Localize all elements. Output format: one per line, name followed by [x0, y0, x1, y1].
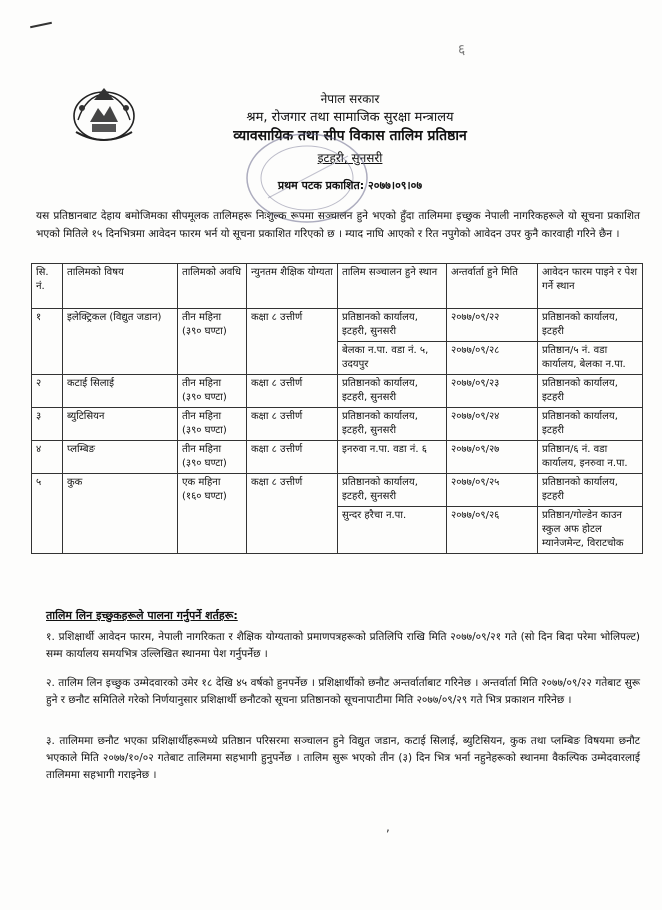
page-mark: ६: [458, 42, 466, 58]
table-row: [32, 375, 643, 408]
publication-date: प्रथम पटक प्रकाशित: २०७७।०९।०७: [277, 179, 423, 192]
cell-date: २०७७/०९/२२: [447, 309, 538, 342]
cell-venue: प्रतिष्ठानको कार्यालय, इटहरी, सुनसरी: [338, 375, 447, 408]
cell-form: प्रतिष्ठानको कार्यालय, इटहरी: [538, 309, 643, 342]
conditions-title: तालिम लिन इच्छुकहरूले पालना गर्नुपर्ने शर्तहरू:: [46, 609, 238, 622]
pen-mark: [30, 22, 52, 29]
cell-form: प्रतिष्ठान/६ नं. वडा कार्यालय, इनरुवा न.पा.: [538, 441, 643, 474]
cell-date: २०७७/०९/२४: [447, 408, 538, 441]
cell-sn: ५: [32, 474, 63, 554]
cell-subject: कुक: [63, 474, 178, 554]
cell-qualification: कक्षा ८ उत्तीर्ण: [247, 441, 338, 474]
condition-item: ३. तालिममा छनौट भएका प्रशिक्षार्थीहरूमध्ये प्रतिष्ठान परिसरमा सञ्चालन हुने विद्युत जडान, कटाई सिलाई, ब्युटिसियन, कुक तथा प्लम्बिङ विषयमा छनौट भएकाले मिति २०७७/१०/०२ गतेबाट तालिममा सहभागी हुनुपर्नेछ । तालिम सुरू भएको तीन (३) दिन भित्र भर्ना नहुनेहरूको स्थानमा वैकल्पिक उम्मेदवारलाई तालिममा सहभागी गराइनेछ ।: [46, 735, 640, 781]
cell-sn: १: [32, 309, 63, 375]
notice-intro: यस प्रतिष्ठानबाट देहाय बमोजिमका सीपमूलक तालिमहरू निःशुल्क रूपमा सञ्चालन हुने भएको हुँदा तालिममा इच्छुक नेपाली नागरिकहरूले यो सूचना प्रकाशित भएको मितिले १५ दिनभित्रमा आवेदन फारम भर्न यो सूचना प्रकाशित गरिएको छ । म्याद नाघि आएको र रित नपुगेको आवेदन उपर कुनै कारवाही गरिने छैन ।: [36, 210, 640, 240]
cell-venue: प्रतिष्ठानको कार्यालय, इटहरी, सुनसरी: [338, 309, 447, 342]
col-duration: तालिमको अवधि: [178, 264, 247, 309]
cell-venue: बेलका न.पा. वडा नं. ५, उदयपुर: [338, 342, 447, 375]
institute-location: इटहरी, सुनसरी: [317, 151, 383, 165]
cell-duration: तीन महिना (३९० घण्टा): [178, 441, 247, 474]
cell-venue: सुन्दर हरैचा न.पा.: [338, 507, 447, 554]
cell-form: प्रतिष्ठानको कार्यालय, इटहरी: [538, 375, 643, 408]
table-row: [32, 309, 643, 342]
cell-duration: तीन महिना (३९० घण्टा): [178, 309, 247, 375]
table-row: [32, 474, 643, 507]
cell-sn: ४: [32, 441, 63, 474]
cell-form: प्रतिष्ठान/गोल्डेन काउन स्कुल अफ होटल म्यानेजमेन्ट, विराटचोक: [538, 507, 643, 554]
nepal-emblem-icon: [66, 82, 142, 146]
cell-venue: इनरुवा न.पा. वडा नं. ६: [338, 441, 447, 474]
cell-venue: प्रतिष्ठानको कार्यालय, इटहरी, सुनसरी: [338, 408, 447, 441]
cell-date: २०७७/०९/२७: [447, 441, 538, 474]
cell-subject: इलेक्ट्रिकल (विद्युत जडान): [63, 309, 178, 375]
cell-form: प्रतिष्ठान/५ नं. वडा कार्यालय, बेलका न.पा.: [538, 342, 643, 375]
cell-form: प्रतिष्ठानको कार्यालय, इटहरी: [538, 474, 643, 507]
cell-subject: ब्युटिसियन: [63, 408, 178, 441]
cell-qualification: कक्षा ८ उत्तीर्ण: [247, 408, 338, 441]
institute-name: व्यावसायिक तथा सीप विकास तालिम प्रतिष्ठान: [233, 128, 467, 144]
cell-subject: कटाई सिलाई: [63, 375, 178, 408]
cell-duration: तीन महिना (३९० घण्टा): [178, 375, 247, 408]
col-qualification: न्युनतम शैक्षिक योग्यता: [247, 264, 338, 309]
condition-item: २. तालिम लिन इच्छुक उम्मेदवारको उमेर १८ देखि ४५ वर्षको हुनपर्नेछ । प्रशिक्षार्थीको छनौट अन्तर्वार्ताबाट गरिनेछ । अन्तर्वार्ता मिति २०७७/०९/२२ गतेबाट सुरू हुने र छनौट समितिले गरेको निर्णयानुसार प्रशिक्षार्थी छनौटको सूचना प्रतिष्ठानको सूचनापाटीमा मिति २०७७/०९/२९ गते भित्र प्रकाशन गरिनेछ ।: [46, 677, 640, 706]
cell-date: २०७७/०९/२३: [447, 375, 538, 408]
cell-duration: तीन महिना (३९० घण्टा): [178, 408, 247, 441]
col-sn: सि. नं.: [32, 264, 63, 309]
bottom-mark: ,: [386, 820, 390, 834]
cell-qualification: कक्षा ८ उत्तीर्ण: [247, 375, 338, 408]
government-name: नेपाल सरकार: [320, 92, 380, 106]
cell-sn: २: [32, 375, 63, 408]
condition-item: १. प्रशिक्षार्थी आवेदन फारम, नेपाली नागरिकता र शैक्षिक योग्यताको प्रमाणपत्रहरूको प्रतिलिपि राखि मिति २०७७/०९/२१ गते (सो दिन बिदा परेमा भोलिपल्ट) सम्म कार्यालय समयभित्र उल्लिखित स्थानमा पेश गर्नुपर्नेछ ।: [46, 631, 640, 660]
col-subject: तालिमको विषय: [63, 264, 178, 309]
cell-date: २०७७/०९/२८: [447, 342, 538, 375]
cell-form: प्रतिष्ठानको कार्यालय, इटहरी: [538, 408, 643, 441]
table-row: [32, 408, 643, 441]
cell-sn: ३: [32, 408, 63, 441]
ministry-name: श्रम, रोजगार तथा सामाजिक सुरक्षा मन्त्रालय: [246, 110, 454, 125]
training-table: [31, 263, 643, 554]
cell-date: २०७७/०९/२५: [447, 474, 538, 507]
col-form-place: आवेदन फारम पाइने र पेश गर्ने स्थान: [538, 264, 643, 309]
cell-duration: एक महिना (१६० घण्टा): [178, 474, 247, 554]
col-interview-date: अन्तर्वार्ता हुने मिति: [447, 264, 538, 309]
cell-qualification: कक्षा ८ उत्तीर्ण: [247, 474, 338, 554]
cell-venue: प्रतिष्ठानको कार्यालय, इटहरी, सुनसरी: [338, 474, 447, 507]
table-header-row: [32, 264, 643, 309]
col-venue: तालिम सञ्चालन हुने स्थान: [338, 264, 447, 309]
cell-date: २०७७/०९/२६: [447, 507, 538, 554]
table-row: [32, 441, 643, 474]
cell-subject: प्लम्बिङ: [63, 441, 178, 474]
cell-qualification: कक्षा ८ उत्तीर्ण: [247, 309, 338, 375]
